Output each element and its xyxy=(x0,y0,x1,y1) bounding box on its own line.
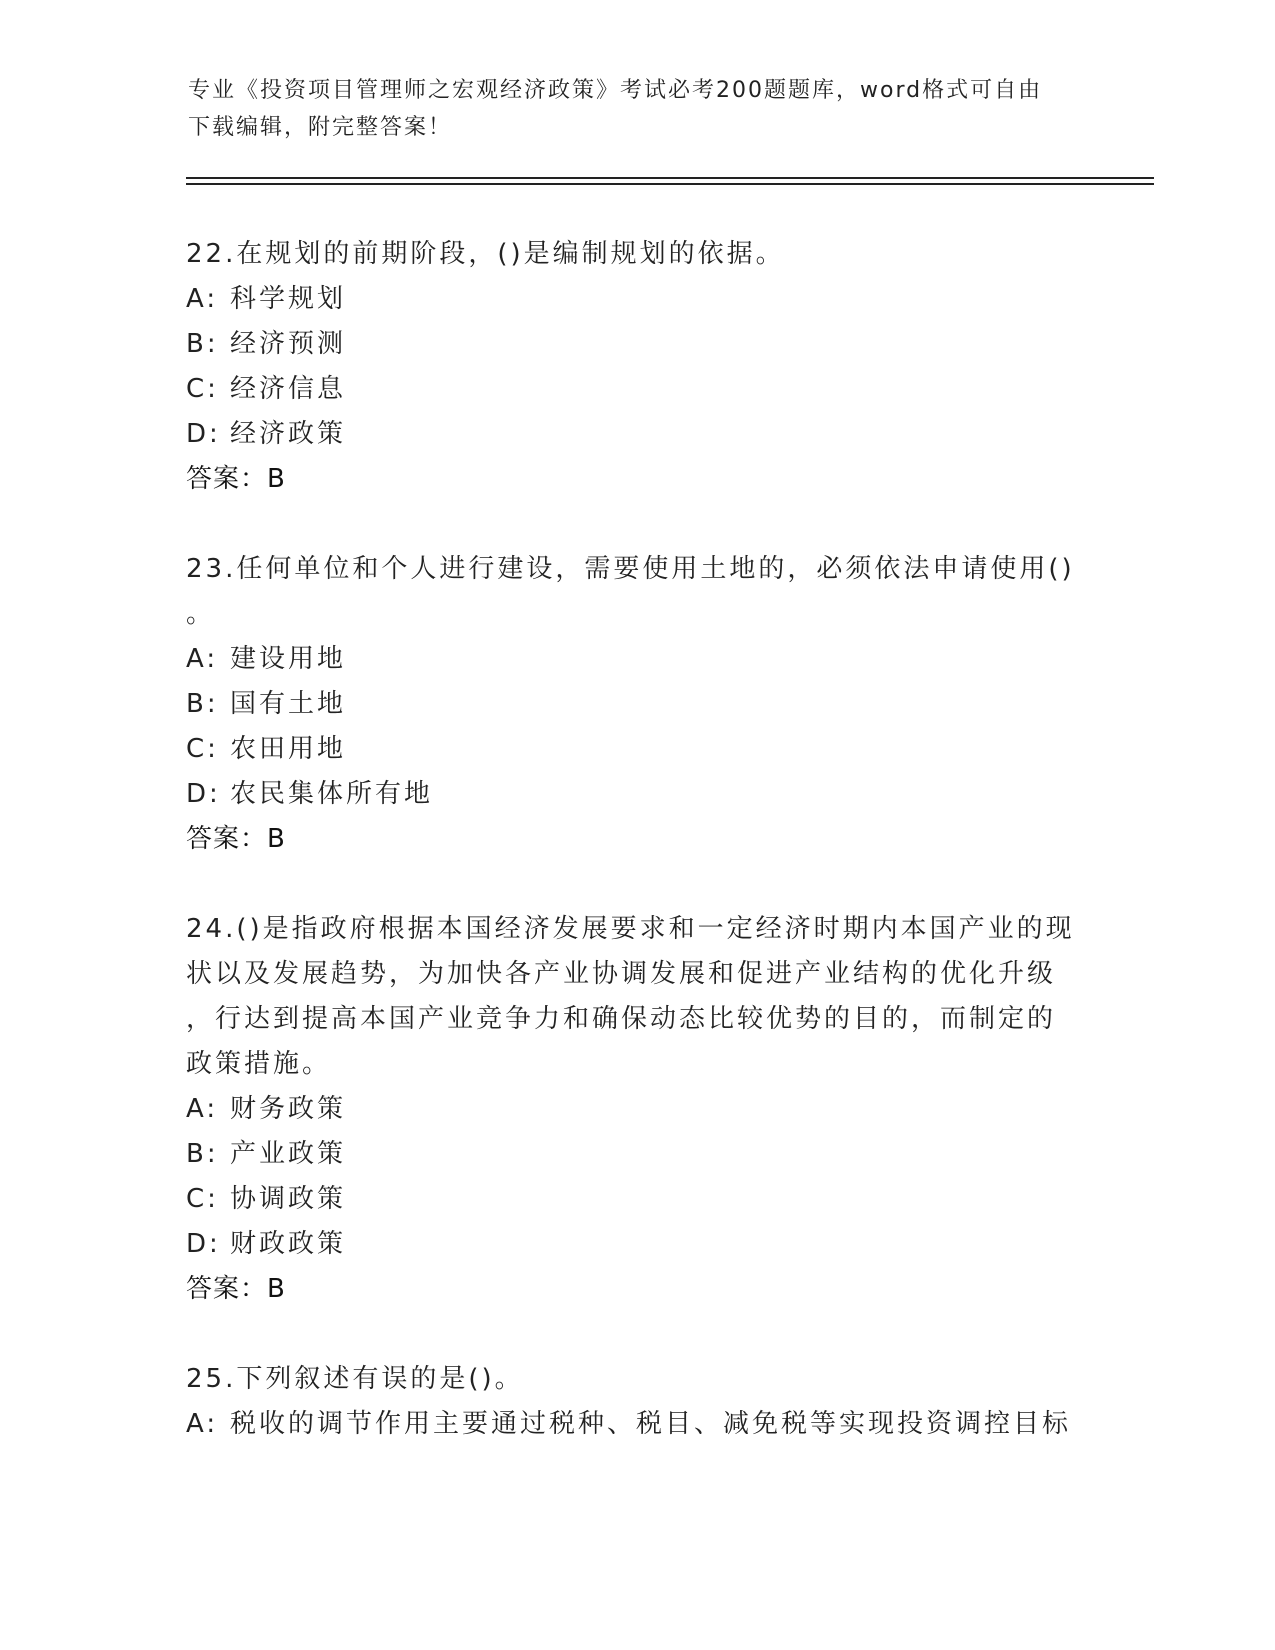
header-line-2: 下载编辑，附完整答案！ xyxy=(188,115,453,140)
question-23 xyxy=(186,547,1086,862)
option-c xyxy=(186,1177,1086,1222)
option-d xyxy=(186,1222,1086,1267)
question-stem-line: 。 xyxy=(186,599,216,629)
option-text: 农民集体所有地 xyxy=(230,779,434,809)
option-text: 农田用地 xyxy=(230,734,347,764)
option-a xyxy=(186,1087,1086,1132)
option-letter: D: xyxy=(186,1229,221,1259)
question-stem-line: 24.()是指政府根据本国经济发展要求和一定经济时期内本国产业的现 xyxy=(186,914,1075,944)
option-letter: C: xyxy=(186,1184,219,1214)
option-text: 经济预测 xyxy=(230,329,347,359)
spacer xyxy=(186,1312,1086,1357)
option-letter: C: xyxy=(186,374,219,404)
option-a xyxy=(186,637,1086,682)
question-stem-line: 22.在规划的前期阶段，()是编制规划的依据。 xyxy=(186,239,785,269)
option-letter: B: xyxy=(186,689,219,719)
option-b xyxy=(186,322,1086,367)
answer-line: 答案：B xyxy=(186,464,286,494)
option-text: 科学规划 xyxy=(230,284,347,314)
option-letter: A: xyxy=(186,1094,219,1124)
header-divider-top xyxy=(186,177,1154,179)
question-stem-line: 23.任何单位和个人进行建设，需要使用土地的，必须依法申请使用() xyxy=(186,554,1075,584)
option-c xyxy=(186,367,1086,412)
option-d xyxy=(186,412,1086,457)
option-b xyxy=(186,682,1086,727)
question-stem-line: 状以及发展趋势，为加快各产业协调发展和促进产业结构的优化升级 xyxy=(186,959,1057,989)
question-list xyxy=(186,232,1086,1447)
option-text: 产业政策 xyxy=(230,1139,347,1169)
document-header xyxy=(188,72,1068,146)
spacer xyxy=(186,502,1086,547)
option-letter: D: xyxy=(186,779,221,809)
option-text: 协调政策 xyxy=(230,1184,347,1214)
option-b xyxy=(186,1132,1086,1177)
option-text: 税收的调节作用主要通过税种、税目、减免税等实现投资调控目标 xyxy=(230,1409,1072,1439)
option-letter: D: xyxy=(186,419,221,449)
option-a xyxy=(186,1402,1086,1447)
question-stem-line: 政策措施。 xyxy=(186,1049,332,1079)
option-letter: A: xyxy=(186,284,219,314)
option-text: 经济政策 xyxy=(230,419,347,449)
option-d xyxy=(186,772,1086,817)
option-a xyxy=(186,277,1086,322)
option-letter: A: xyxy=(186,1409,219,1439)
spacer xyxy=(186,862,1086,907)
header-divider-bottom xyxy=(186,183,1154,185)
option-c xyxy=(186,727,1086,772)
header-line-1: 专业《投资项目管理师之宏观经济政策》考试必考200题题库，word格式可自由 xyxy=(188,78,1043,103)
option-text: 建设用地 xyxy=(230,644,347,674)
question-stem-line: ，行达到提高本国产业竞争力和确保动态比较优势的目的，而制定的 xyxy=(186,1004,1057,1034)
option-text: 国有土地 xyxy=(230,689,347,719)
option-letter: B: xyxy=(186,329,219,359)
option-letter: B: xyxy=(186,1139,219,1169)
answer-line: 答案：B xyxy=(186,1274,286,1304)
question-stem-line: 25.下列叙述有误的是()。 xyxy=(186,1364,524,1394)
question-25 xyxy=(186,1357,1086,1447)
option-text: 财务政策 xyxy=(230,1094,347,1124)
option-letter: C: xyxy=(186,734,219,764)
question-22 xyxy=(186,232,1086,502)
answer-line: 答案：B xyxy=(186,824,286,854)
question-24 xyxy=(186,907,1086,1312)
option-text: 财政政策 xyxy=(230,1229,347,1259)
option-text: 经济信息 xyxy=(230,374,347,404)
option-letter: A: xyxy=(186,644,219,674)
